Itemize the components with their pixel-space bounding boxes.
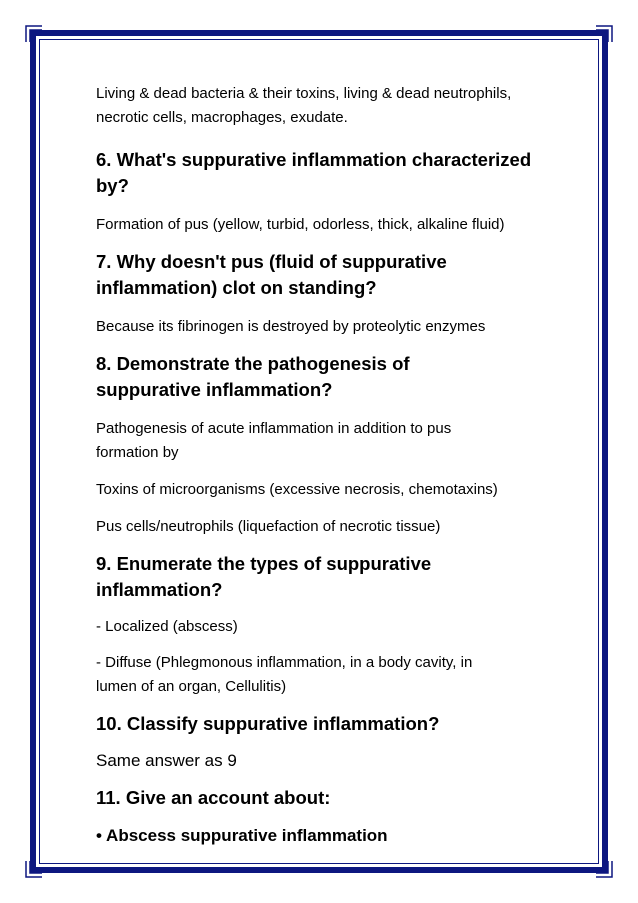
question-heading: 7. Why doesn't pus (fluid of suppurative inflammation) clot on standing?: [96, 251, 447, 298]
question-heading: 9. Enumerate the types of suppurative inflammation?: [96, 553, 432, 600]
question-heading: 8. Demonstrate the pathogenesis of suppurative inflammation?: [96, 353, 410, 400]
answer-paragraph: - Diffuse (Phlegmonous inflammation, in a body cavity, in lumen of an organ, Cellulitis): [96, 654, 473, 695]
question-heading: 11. Give an account about:: [96, 787, 331, 808]
answer-paragraph: Same answer as 9: [96, 751, 237, 770]
answer-paragraph: Because its fibrinogen is destroyed by proteolytic enzymes: [96, 318, 486, 335]
answer-paragraph: Pathogenesis of acute inflammation in addition to pus formation by: [96, 420, 452, 461]
corner-ornament-icon: [594, 859, 614, 879]
question-heading: 6. What's suppurative inflammation characterized by?: [96, 149, 532, 196]
bullet-heading: • Abscess suppurative inflammation: [96, 826, 388, 845]
answer-paragraph: Toxins of microorganisms (excessive necrosis, chemotaxins): [96, 481, 498, 498]
answer-paragraph: Formation of pus (yellow, turbid, odorless, thick, alkaline fluid): [96, 216, 505, 233]
question-heading: 10. Classify suppurative inflammation?: [96, 713, 440, 734]
answer-paragraph: Pus cells/neutrophils (liquefaction of necrotic tissue): [96, 518, 441, 535]
answer-paragraph: Living & dead bacteria & their toxins, living & dead neutrophils, necrotic cells, macrophages, exudate.: [96, 85, 512, 126]
corner-ornament-icon: [24, 859, 44, 879]
answer-paragraph: - Localized (abscess): [96, 618, 238, 635]
document-content: [96, 82, 556, 848]
corner-ornament-icon: [594, 24, 614, 44]
corner-ornament-icon: [24, 24, 44, 44]
